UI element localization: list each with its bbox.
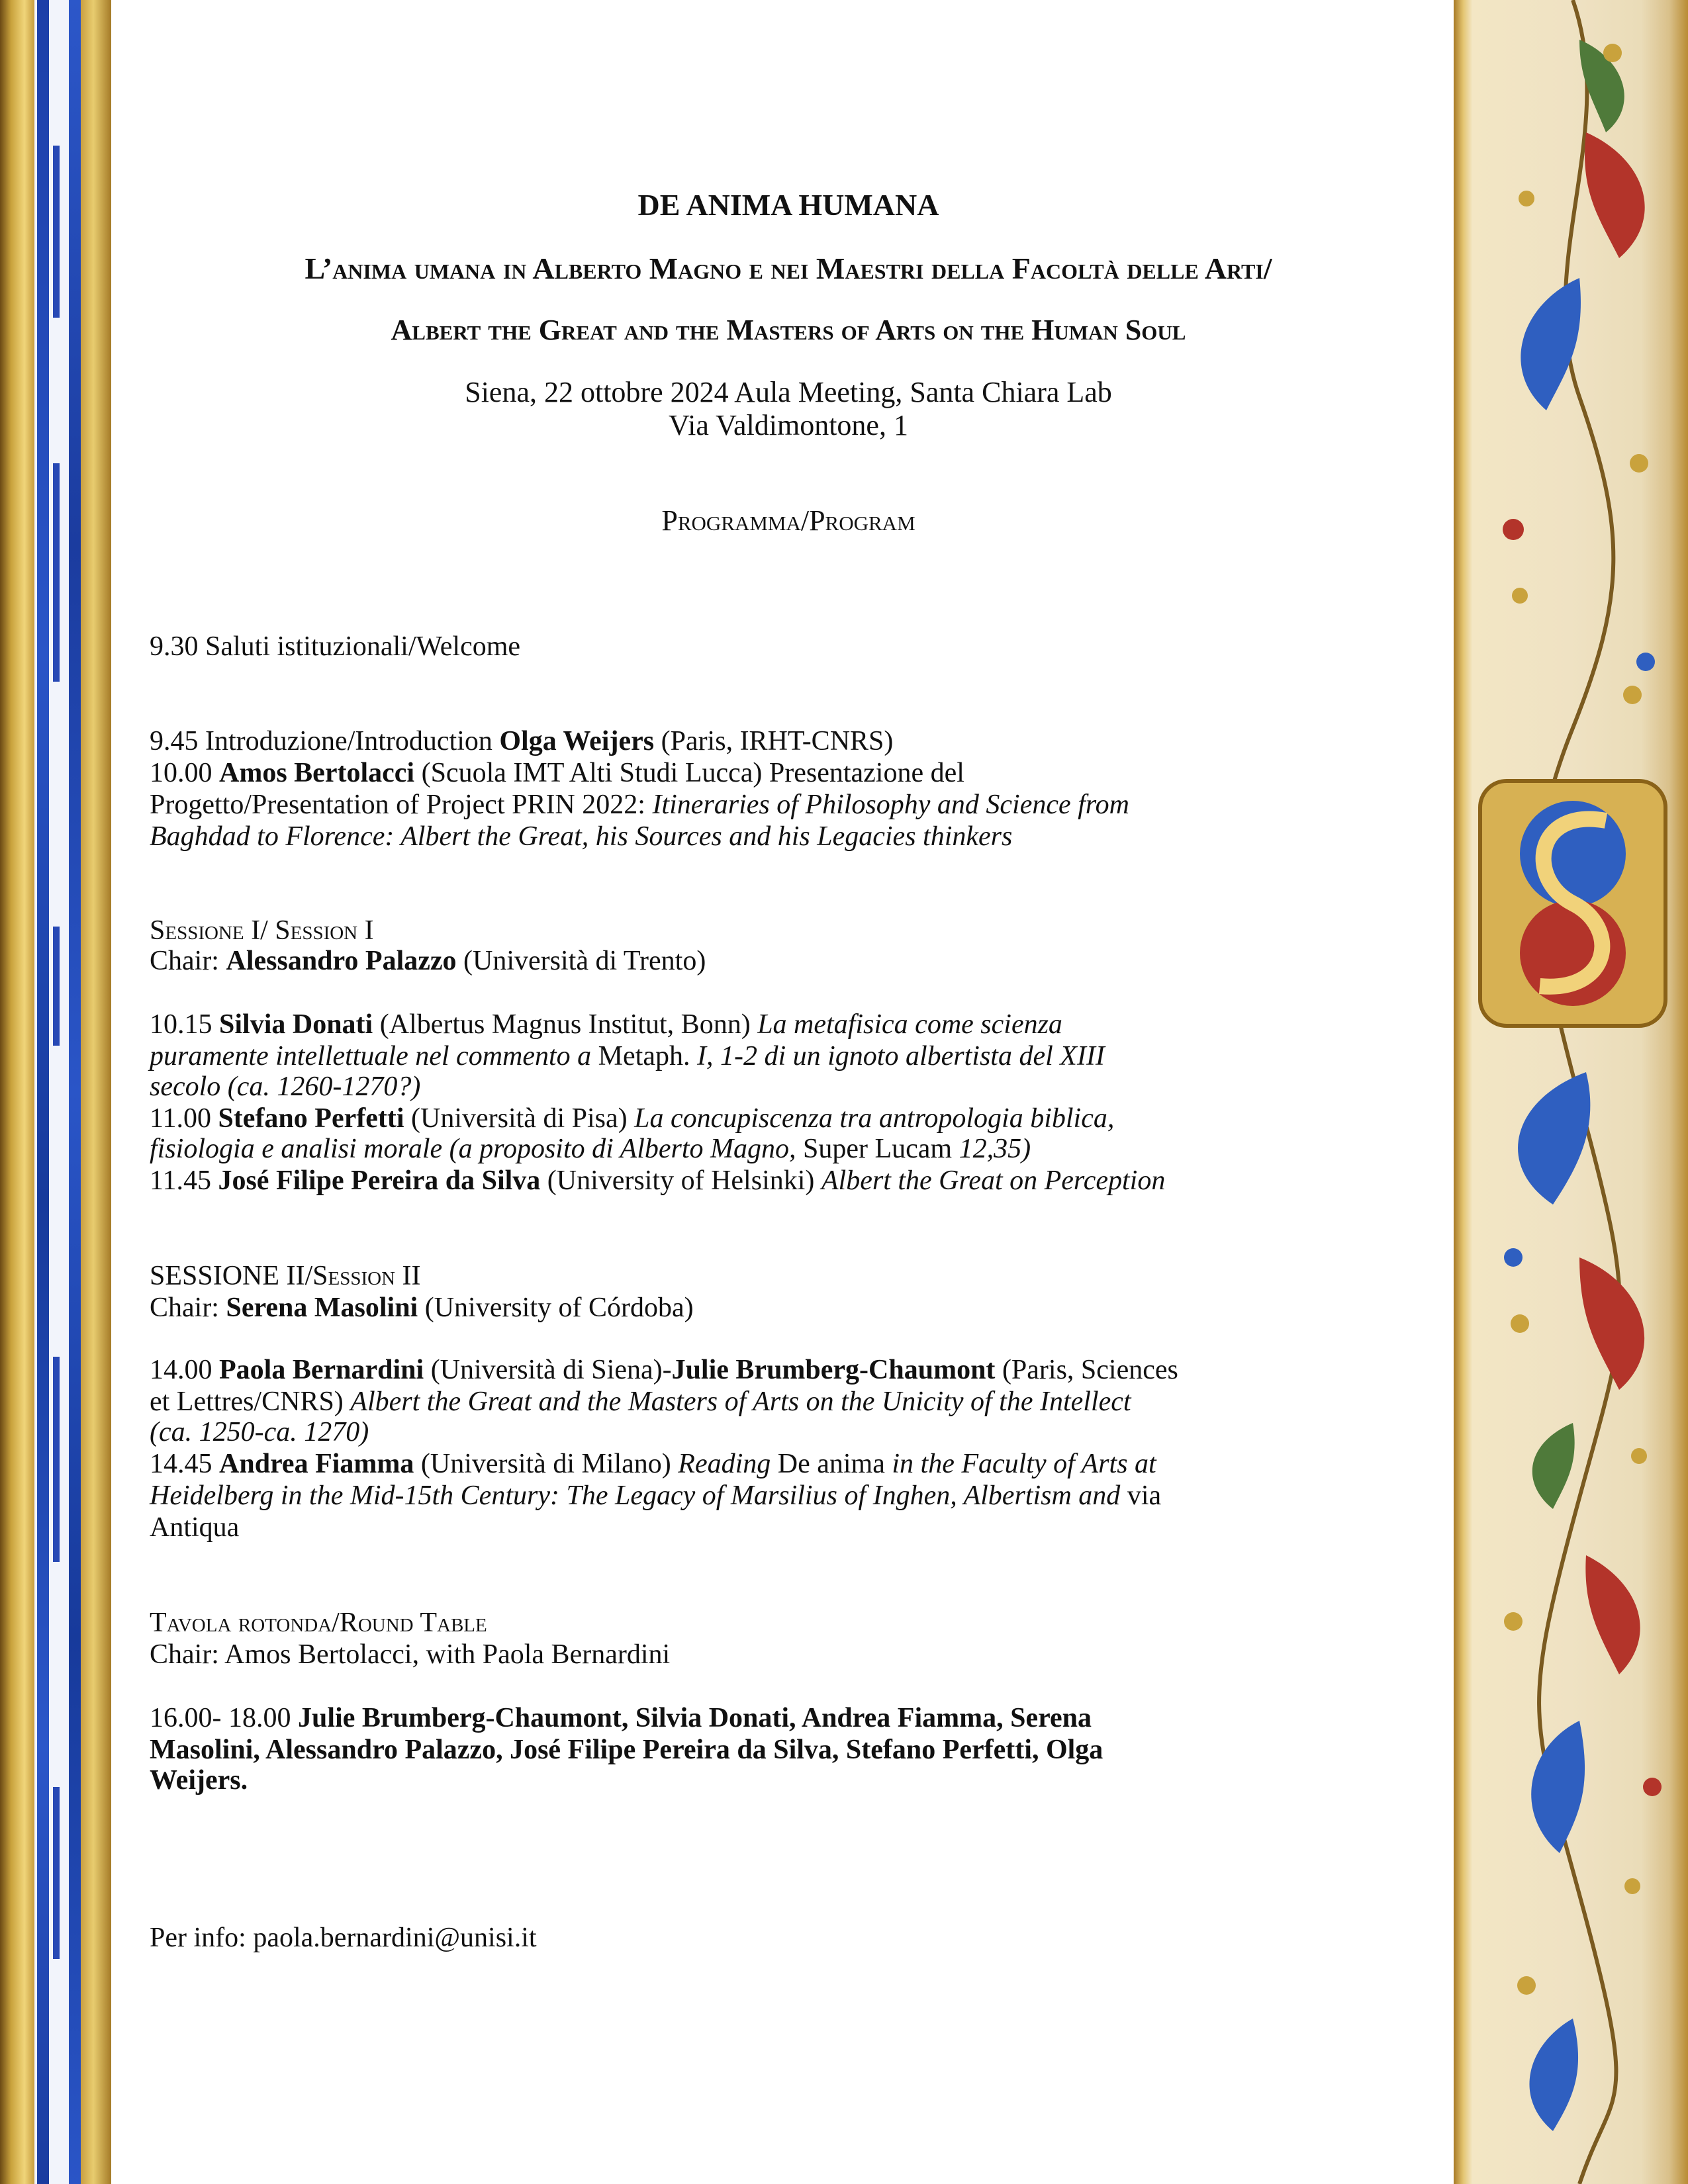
talk-pereira	[150, 1165, 1427, 1197]
speaker-name: Paola Bernardini	[219, 1355, 424, 1385]
talk-title: La metafisica come scienza	[757, 1009, 1062, 1040]
talk-donati-line-3	[150, 1071, 1427, 1103]
time-label: 10.00	[150, 758, 219, 788]
talk-perfetti	[150, 1103, 1427, 1134]
project-title: Itineraries of Philosophy and Science from	[652, 790, 1129, 820]
talk-donati-line-2	[150, 1040, 1427, 1072]
talk-title-work: Super Lucam	[796, 1134, 959, 1164]
talk-title: La concupiscenza tra antropologia biblica,	[634, 1103, 1115, 1134]
affiliation: et Lettres/CNRS)	[150, 1387, 351, 1417]
subtitle-english: Albert the Great and the Masters of Arts on the Human Soul	[391, 314, 1186, 346]
talk-bernardini-brumberg	[150, 1354, 1427, 1386]
talk-perfetti-line-2	[150, 1133, 1427, 1165]
round-table-heading: Tavola rotonda/Round Table	[150, 1608, 487, 1638]
program-heading: Programma/Program	[661, 504, 915, 537]
round-table-participants-line-2	[150, 1734, 1427, 1766]
time-label: 9.45 Introduzione/Introduction	[150, 726, 500, 756]
talk-donati	[150, 1009, 1427, 1040]
speaker-name: Julie Brumberg-Chaumont	[671, 1355, 996, 1385]
session-2-chair	[150, 1292, 1427, 1324]
affiliation: (Università di Siena)-	[424, 1355, 672, 1385]
subtitle-italian: L’anima umana in Alberto Magno e nei Maestri della Facoltà delle Arti/	[305, 251, 1272, 285]
talk-title-work: via	[1120, 1480, 1162, 1511]
floral-ornament-icon	[1454, 0, 1688, 2184]
talk-title: puramente intellettuale nel commento a	[150, 1041, 598, 1071]
venue-line-2: Via Valdimontone, 1	[669, 409, 908, 441]
speaker-name: José Filipe Pereira da Silva	[218, 1165, 541, 1196]
affiliation: (Università di Pisa)	[404, 1103, 635, 1134]
speaker-name: Amos Bertolacci	[219, 758, 415, 788]
document-page	[150, 0, 1427, 2184]
page-title: DE ANIMA HUMANA	[637, 188, 939, 222]
time-label: 10.15	[150, 1009, 219, 1040]
speaker-name: Olga Weijers	[499, 726, 655, 756]
project-label: Progetto/Presentation of Project PRIN 2022:	[150, 790, 653, 820]
left-border-blue-line	[69, 0, 81, 2184]
time-label: 11.45	[150, 1165, 218, 1196]
left-decorative-border	[0, 0, 111, 2184]
round-table-chair: Chair: Amos Bertolacci, with Paola Bernardini	[150, 1639, 671, 1670]
speaker-name: Andrea Fiamma	[219, 1449, 414, 1479]
chair-name: Serena Masolini	[226, 1293, 418, 1323]
time-label: 14.00	[150, 1355, 219, 1385]
welcome-item: 9.30 Saluti istituzionali/Welcome	[150, 631, 521, 662]
right-illuminated-border	[1454, 0, 1688, 2184]
email-link[interactable]: paola.bernardini@unisi.it	[253, 1923, 537, 1953]
chair-name: Alessandro Palazzo	[226, 946, 457, 976]
talk-title: Reading	[678, 1449, 771, 1479]
affiliation: (Scuola IMT Alti Studi Lucca) Presentazione del	[414, 758, 964, 788]
talk-title: Albert the Great and the Masters of Arts on the Unicity of the Intellect	[350, 1387, 1131, 1417]
talk-fiamma-line-3	[150, 1512, 1427, 1543]
venue-line-1: Siena, 22 ottobre 2024 Aula Meeting, Santa Chiara Lab	[465, 376, 1112, 408]
session-1-heading: Sessione I/ Session I	[150, 915, 374, 946]
affiliation: (University of Helsinki)	[540, 1165, 821, 1196]
talk-title: I, 1-2 di un ignoto albertista del XIII	[690, 1041, 1105, 1071]
round-table-participants	[150, 1702, 1427, 1734]
speaker-name: Stefano Perfetti	[218, 1103, 404, 1134]
affiliation: (Paris, Sciences	[995, 1355, 1178, 1385]
affiliation: (Università di Milano)	[414, 1449, 679, 1479]
affiliation: (University of Córdoba)	[418, 1293, 694, 1323]
talk-title: secolo (ca. 1260-1270?)	[150, 1071, 421, 1102]
affiliation: (Università di Trento)	[456, 946, 706, 976]
talk-title: fisiologia e analisi morale (a proposito di Alberto Magno,	[150, 1134, 796, 1164]
project-title: Baghdad to Florence: Albert the Great, his Sources and his Legacies thinkers	[150, 821, 1013, 852]
left-border-blue-mark	[53, 927, 60, 1046]
participants: Masolini, Alessandro Palazzo, José Filipe Pereira da Silva, Stefano Perfetti, Olga	[150, 1735, 1103, 1765]
session-1-chair	[150, 945, 1427, 977]
chair-label: Chair:	[150, 946, 226, 976]
intro-item	[150, 725, 1427, 757]
talk-title: in the Faculty of Arts at	[892, 1449, 1156, 1479]
session-2-heading: SESSIONE II/Session II	[150, 1261, 421, 1291]
affiliation: (Paris, IRHT-CNRS)	[654, 726, 894, 756]
left-border-blue-mark	[53, 463, 60, 682]
speaker-name: Silvia Donati	[219, 1009, 373, 1040]
time-label: 11.00	[150, 1103, 218, 1134]
left-border-blue-mark	[53, 146, 60, 318]
chair-label: Chair:	[150, 1293, 226, 1323]
talk-title: Heidelberg in the Mid-15th Century: The Legacy of Marsilius of Inghen, Albertism and	[150, 1480, 1121, 1511]
left-border-blue-line	[37, 0, 49, 2184]
left-border-blue-mark	[53, 1787, 60, 1959]
participants: Julie Brumberg-Chaumont, Silvia Donati, Andrea Fiamma, Serena	[298, 1703, 1092, 1733]
talk-title-work: Metaph.	[598, 1041, 690, 1071]
talk-title-work: Antiqua	[150, 1512, 240, 1543]
project-line-2	[150, 789, 1427, 821]
talk-bernardini-line-2	[150, 1386, 1427, 1418]
talk-title-work: De anima	[771, 1449, 892, 1479]
info-label: Per info:	[150, 1923, 254, 1953]
talk-title: 12,35)	[959, 1134, 1031, 1164]
talk-bernardini-line-3	[150, 1416, 1427, 1448]
project-line-3	[150, 821, 1427, 852]
participants: Weijers.	[150, 1765, 248, 1796]
talk-title: Albert the Great on Perception	[821, 1165, 1166, 1196]
left-border-blue-mark	[53, 1357, 60, 1562]
time-label: 14.45	[150, 1449, 219, 1479]
talk-title: (ca. 1250-ca. 1270)	[150, 1417, 369, 1447]
project-item	[150, 757, 1427, 789]
talk-fiamma-line-2	[150, 1480, 1427, 1512]
affiliation: (Albertus Magnus Institut, Bonn)	[373, 1009, 758, 1040]
contact-info	[150, 1922, 1427, 1954]
time-label: 16.00- 18.00	[150, 1703, 298, 1733]
round-table-participants-line-3	[150, 1764, 1427, 1796]
talk-fiamma	[150, 1448, 1427, 1480]
